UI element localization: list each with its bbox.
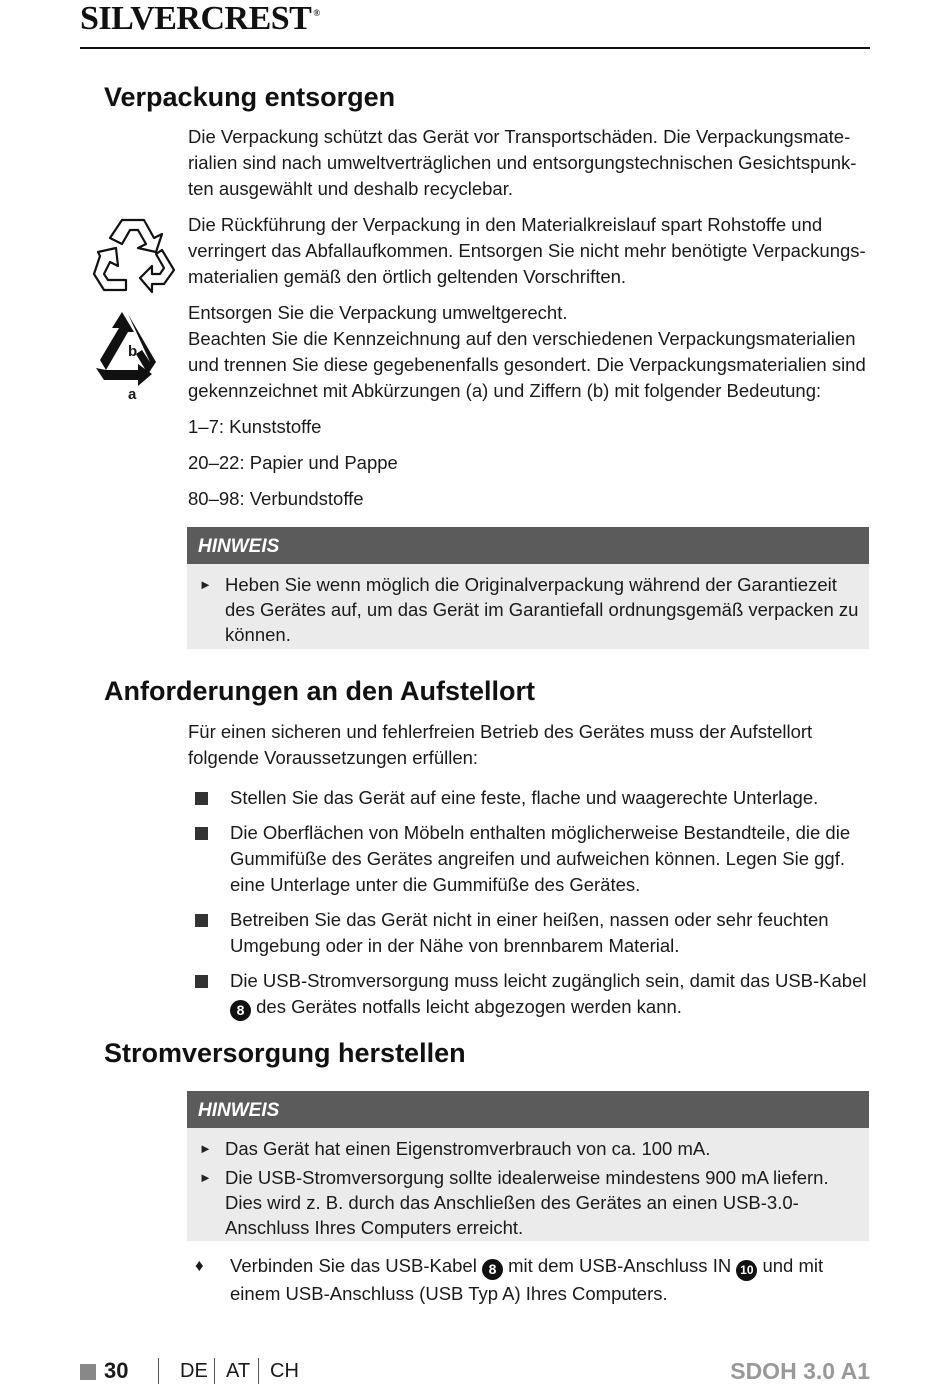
section-title-power: Stromversorgung herstellen: [104, 1038, 466, 1068]
bullet-square-icon: [195, 827, 208, 840]
bullet-square-icon: [195, 792, 208, 805]
packaging-paragraph-4: Beachten Sie die Kennzeichnung auf den verschiedenen Verpackungsmaterialien und trennen Sie diese gegebenenfalls gesondert. Die Verpackungsmaterialien sind gekennzeichnet mit Abkürzungen (a) und Ziffern (b) mit folgender Bedeutung:: [188, 328, 866, 401]
list-item: Betreiben Sie das Gerät nicht in einer heißen, nassen oder sehr feuchten Umgebung oder in der Nähe von brennbarem Material.: [188, 907, 868, 959]
code-composites: 80–98: Verbundstoffe: [188, 488, 364, 509]
recycle-label-a: a: [128, 386, 137, 403]
note-box-packaging: [187, 527, 869, 649]
packaging-paragraph-2: Die Rückführung der Verpackung in den Materialkreislauf spart Rohstoffe und verringert das Abfallaufkommen. Entsorgen Sie nicht mehr benötigte Verpackungsmaterialien gemäß den örtlich geltenden Vorschriften.: [188, 214, 866, 287]
note-box-power: [187, 1091, 869, 1241]
location-requirements-list: [188, 785, 868, 1030]
bullet-square-icon: [195, 914, 208, 927]
note-title: HINWEIS: [187, 527, 869, 564]
code-paper: 20–22: Papier und Pappe: [188, 452, 398, 473]
packaging-paragraph-1: Die Verpackung schützt das Gerät vor Transportschäden. Die Verpackungsmaterialien sind nach umweltverträglichen und entsorgungstechnischen Gesichtspunkten ausgewählt und deshalb recyclebar.: [188, 126, 857, 199]
divider: [258, 1358, 259, 1384]
list-item: Die USB-Stromversorgung muss leicht zugänglich sein, damit das USB-Kabel 8 des Gerätes notfalls leicht abgezogen werden kann.: [188, 968, 868, 1021]
note-item: ► Heben Sie wenn möglich die Originalverpackung während der Garantiezeit des Gerätes auf, um das Gerät im Garantiefall ordnungsgemäß verpacken zu können.: [199, 574, 859, 645]
page-number: 30: [104, 1358, 129, 1383]
arrow-right-icon: ►: [199, 1170, 212, 1185]
action-step: ♦ Verbinden Sie das USB-Kabel 8 mit dem USB-Anschluss IN 10 und mit einem USB-Anschluss (USB Typ A) Ihres Computers.: [195, 1255, 824, 1304]
note-item: ► Das Gerät hat einen Eigenstromverbrauch von ca. 100 mA.: [199, 1138, 711, 1159]
code-plastics: 1–7: Kunststoffe: [188, 416, 322, 437]
footer-square-icon: [80, 1364, 96, 1380]
callout-number-8: 8: [230, 1000, 251, 1021]
section-title-packaging: Verpackung entsorgen: [104, 82, 396, 112]
registered-mark: ®: [313, 8, 320, 18]
list-item: Die Oberflächen von Möbeln enthalten möglicherweise Bestandteile, die die Gummifüße des Gerätes angreifen und aufweichen können. Legen Sie ggf. eine Unterlage unter die Gummifüße des Gerätes.: [188, 820, 868, 898]
brand-name: SILVERCREST: [80, 0, 312, 37]
divider: [214, 1358, 215, 1384]
lang-ch: CH: [270, 1360, 299, 1382]
list-item: Stellen Sie das Gerät auf eine feste, flache und waagerechte Unterlage.: [188, 785, 868, 811]
diamond-bullet-icon: ♦: [195, 1256, 204, 1275]
callout-number-10: 10: [736, 1260, 757, 1281]
divider: [158, 1358, 159, 1384]
recycle-icon: [92, 212, 178, 296]
packaging-paragraph-3: Entsorgen Sie die Verpackung umweltgerecht.: [188, 302, 568, 323]
arrow-right-icon: ►: [199, 577, 212, 592]
section-title-location: Anforderungen an den Aufstellort: [104, 676, 535, 706]
page-footer: [80, 1358, 870, 1392]
lang-at: AT: [226, 1360, 251, 1382]
note-item: ► Die USB-Stromversorgung sollte idealerweise mindestens 900 mA liefern. Dies wird z. B. durch das Anschließen des Gerätes an einen USB-3.0-Anschluss Ihres Computers erreicht.: [199, 1167, 829, 1238]
location-intro: Für einen sicheren und fehlerfreien Betrieb des Gerätes muss der Aufstellort folgende Voraussetzungen erfüllen:: [188, 721, 813, 768]
model-number: SDOH 3.0 A1: [730, 1358, 870, 1384]
brand-logo: [80, 0, 320, 38]
note-title: HINWEIS: [187, 1091, 869, 1128]
recycle-label-b: b: [128, 343, 138, 360]
arrow-right-icon: ►: [199, 1141, 212, 1156]
bullet-square-icon: [195, 975, 208, 988]
recycling-code-icon: [92, 310, 162, 388]
callout-number-8: 8: [482, 1259, 503, 1280]
header-rule: [80, 47, 870, 49]
lang-de: DE: [180, 1360, 208, 1382]
